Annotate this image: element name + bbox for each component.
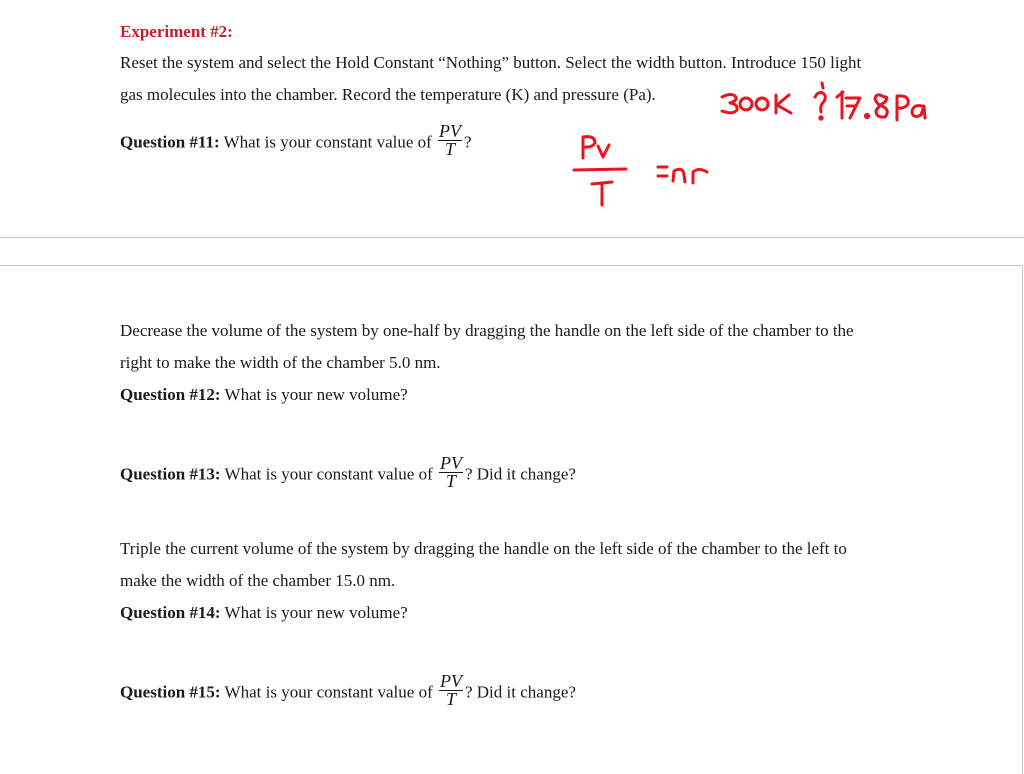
triple-line-2: make the width of the chamber 15.0 nm. — [120, 571, 396, 590]
question-14 — [120, 603, 408, 623]
fraction-numerator: PV — [439, 453, 462, 473]
question-text: What is your constant value of — [219, 132, 437, 152]
instruction-line-2: gas molecules into the chamber. Record the temperature (K) and pressure (Pa). — [120, 85, 656, 104]
fraction-denominator: T — [445, 471, 456, 491]
question-text: What is your new volume? — [220, 385, 408, 404]
handwritten-annotation — [0, 0, 1024, 237]
triple-line-1: Triple the current volume of the system by dragging the handle on the left side of the chamber to the left to — [120, 539, 847, 558]
pv-over-t-fraction — [439, 673, 463, 708]
question-text: What is your new volume? — [220, 603, 408, 622]
document-page-1 — [0, 0, 1024, 238]
question-13 — [120, 453, 576, 493]
question-suffix: ? — [464, 132, 472, 152]
question-label: Question #15: — [120, 682, 221, 702]
experiment-heading: Experiment #2: — [120, 22, 233, 41]
instruction-line-1: Reset the system and select the Hold Constant “Nothing” button. Select the width button. Introduce 150 light — [120, 53, 862, 72]
question-text: What is your constant value of — [220, 464, 437, 484]
question-label: Question #14: — [120, 603, 221, 622]
fraction-denominator: T — [445, 689, 456, 709]
decrease-line-2: right to make the width of the chamber 5.0 nm. — [120, 353, 441, 372]
pv-over-t-fraction — [439, 455, 463, 490]
question-label: Question #12: — [120, 385, 221, 404]
question-text: What is your constant value of — [220, 682, 437, 702]
question-label: Question #13: — [120, 464, 221, 484]
question-12 — [120, 385, 408, 405]
document-page-2 — [0, 265, 1023, 774]
fraction-numerator: PV — [439, 121, 462, 141]
question-label: Question #11: — [120, 132, 220, 152]
question-15 — [120, 671, 576, 711]
fraction-numerator: PV — [439, 671, 462, 691]
fraction-denominator: T — [445, 139, 456, 159]
page-gap — [0, 238, 1024, 265]
decrease-line-1: Decrease the volume of the system by one-half by dragging the handle on the left side of the chamber to the — [120, 321, 854, 340]
question-suffix: ? Did it change? — [464, 464, 576, 484]
question-suffix: ? Did it change? — [464, 682, 576, 702]
